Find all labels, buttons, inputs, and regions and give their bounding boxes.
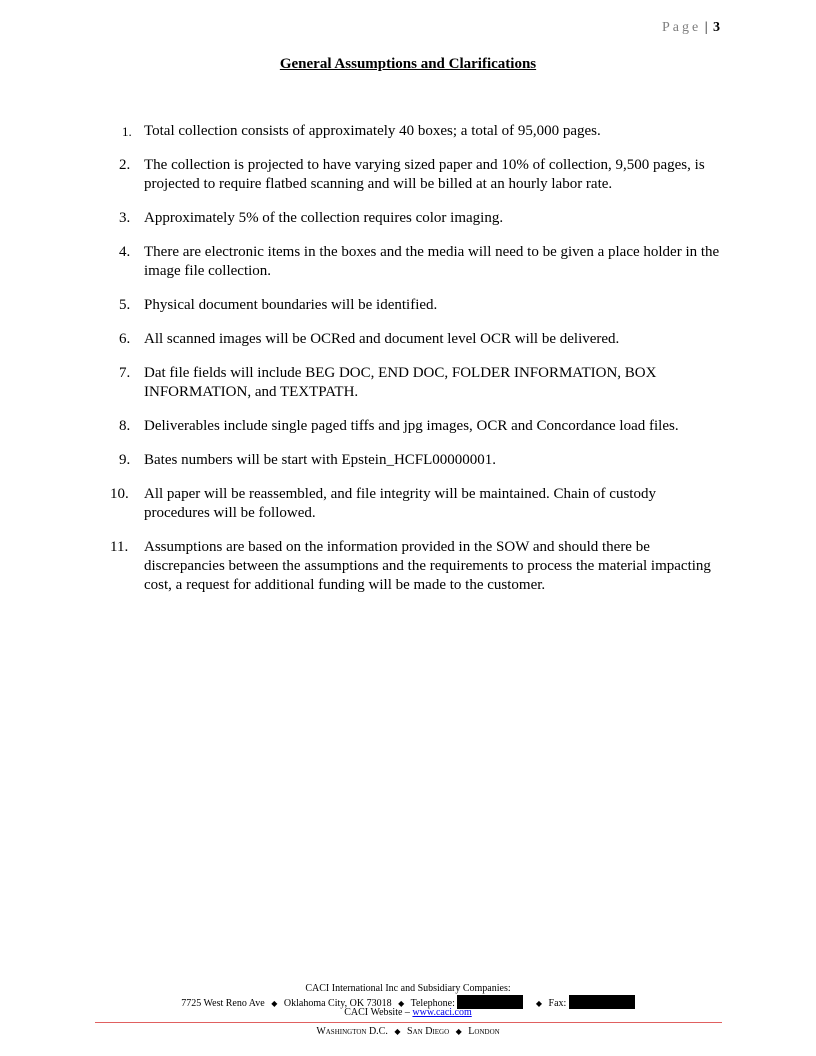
office-san-diego: San Diego bbox=[407, 1026, 450, 1037]
list-item bbox=[110, 485, 720, 523]
website-link[interactable]: www.caci.com bbox=[412, 1007, 472, 1018]
footer-city: Oklahoma City, OK 73018 bbox=[283, 998, 392, 1009]
item-number: 9. bbox=[119, 452, 131, 468]
footer-offices bbox=[0, 1026, 816, 1038]
office-washington: Washington D.C. bbox=[316, 1026, 388, 1037]
page-number-header bbox=[662, 20, 720, 36]
item-number: 7. bbox=[119, 365, 131, 381]
item-text: All scanned images will be OCRed and document level OCR will be delivered. bbox=[144, 331, 620, 347]
page-separator: | bbox=[704, 20, 708, 35]
item-text: The collection is projected to have varying sized paper and 10% of collection, 9,500 pages, is projected to require flatbed scanning and will be billed at an hourly labor rate. bbox=[144, 157, 705, 192]
item-number: 6. bbox=[119, 331, 131, 347]
list-item bbox=[110, 243, 720, 281]
item-number: 8. bbox=[119, 418, 131, 434]
document-title: General Assumptions and Clarifications bbox=[279, 56, 537, 72]
item-number: 10. bbox=[110, 486, 129, 502]
item-text: Approximately 5% of the collection requires color imaging. bbox=[144, 210, 504, 226]
assumptions-list bbox=[110, 122, 720, 610]
page-label: Page bbox=[661, 20, 702, 35]
list-item bbox=[110, 122, 720, 141]
item-text: All paper will be reassembled, and file integrity will be maintained. Chain of custody procedures will be followed. bbox=[144, 486, 656, 521]
item-text: Bates numbers will be start with Epstein_HCFL00000001. bbox=[144, 452, 497, 468]
footer-fax-label: Fax: bbox=[548, 998, 567, 1009]
footer-company: CACI International Inc and Subsidiary Companies: bbox=[305, 983, 511, 994]
item-number: 11. bbox=[110, 539, 129, 555]
diamond-bullet-icon: ◆ bbox=[535, 999, 543, 1008]
item-text: Physical document boundaries will be identified. bbox=[144, 297, 438, 313]
list-item bbox=[110, 417, 720, 436]
item-text: There are electronic items in the boxes and the media will need to be given a place holder in the image file collection. bbox=[144, 244, 720, 279]
item-number: 3. bbox=[119, 210, 131, 226]
footer-website-label: CACI Website – bbox=[344, 1007, 410, 1018]
list-item bbox=[110, 296, 720, 315]
footer-telephone-label: Telephone: bbox=[410, 998, 455, 1009]
list-item bbox=[110, 364, 720, 402]
list-item bbox=[110, 451, 720, 470]
list-item bbox=[110, 209, 720, 228]
item-text: Dat file fields will include BEG DOC, END DOC, FOLDER INFORMATION, BOX INFORMATION, and TEXTPATH. bbox=[144, 365, 657, 400]
item-number: 1. bbox=[122, 124, 132, 139]
diamond-bullet-icon: ◆ bbox=[398, 999, 405, 1008]
item-number: 5. bbox=[119, 297, 131, 313]
diamond-bullet-icon: ◆ bbox=[394, 1027, 401, 1036]
list-item bbox=[110, 538, 720, 595]
diamond-bullet-icon: ◆ bbox=[271, 999, 278, 1008]
office-london: London bbox=[468, 1026, 500, 1037]
item-number: 2. bbox=[119, 157, 131, 173]
footer-website bbox=[0, 1007, 816, 1019]
list-item bbox=[110, 156, 720, 194]
item-text: Deliverables include single paged tiffs and jpg images, OCR and Concordance load files. bbox=[144, 418, 679, 434]
footer-divider bbox=[95, 1022, 722, 1023]
item-text: Total collection consists of approximately 40 boxes; a total of 95,000 pages. bbox=[144, 123, 601, 139]
footer-address: 7725 West Reno Ave bbox=[181, 998, 265, 1009]
page-number: 3 bbox=[713, 20, 720, 35]
diamond-bullet-icon: ◆ bbox=[455, 1027, 462, 1036]
list-item bbox=[110, 330, 720, 349]
item-number: 4. bbox=[119, 244, 131, 260]
item-text: Assumptions are based on the information provided in the SOW and should there be discrepancies between the assumptions and the requirements to process the material impacting cost, a request for additional funding will be made to the customer. bbox=[144, 539, 711, 593]
